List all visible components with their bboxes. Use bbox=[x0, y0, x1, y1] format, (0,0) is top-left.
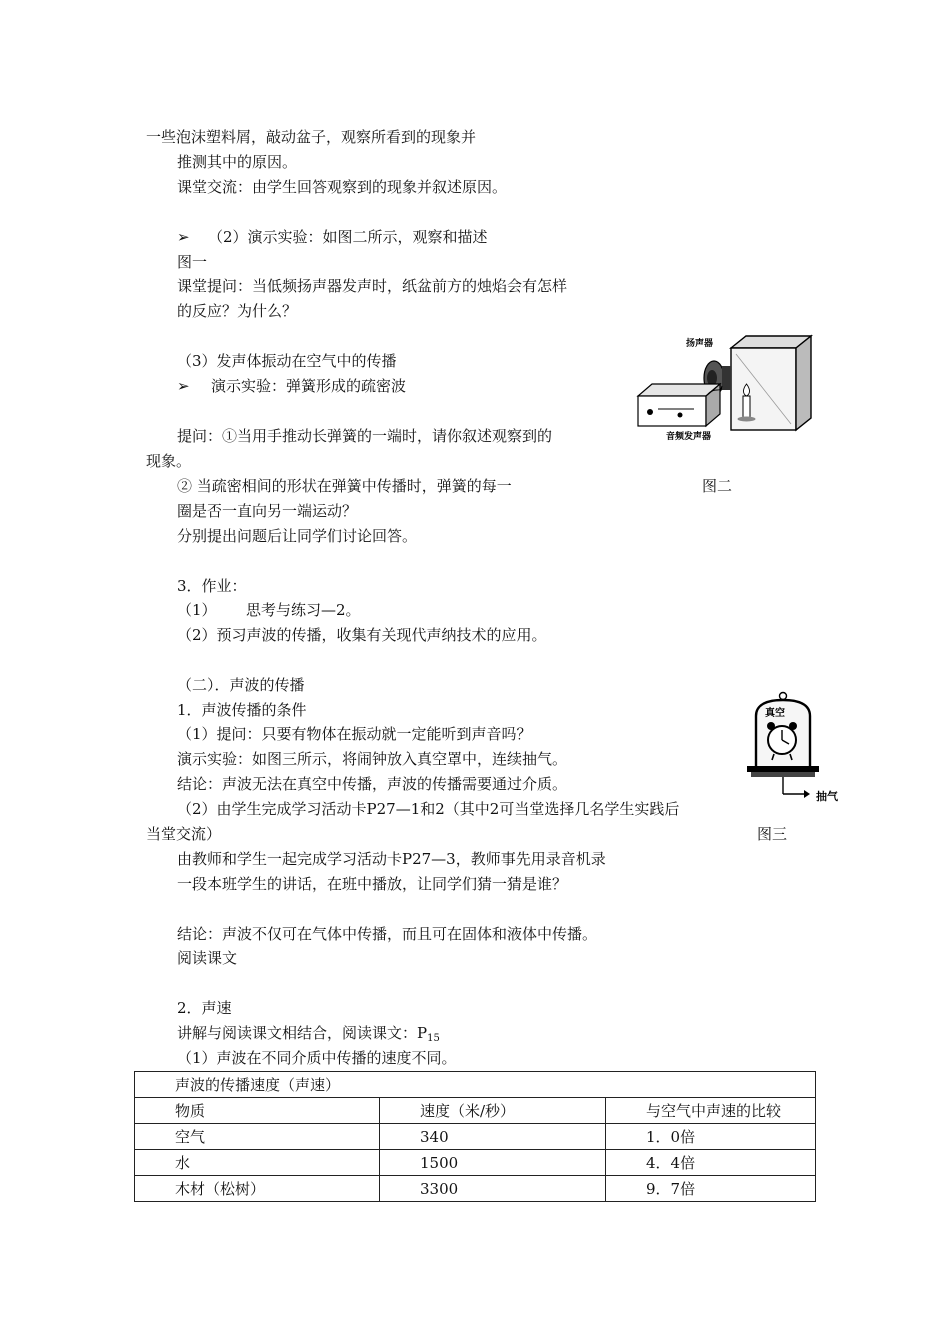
table-header: 速度（米/秒） bbox=[380, 1098, 606, 1124]
table-cell: 1500 bbox=[380, 1150, 606, 1176]
figure-vacuum-bell-jar bbox=[744, 690, 850, 802]
speed-table bbox=[134, 1071, 816, 1202]
text-line: 推测其中的原因。 bbox=[177, 153, 298, 171]
text-line: 演示实验：如图三所示，将闹钟放入真空罩中，连续抽气。 bbox=[177, 750, 568, 768]
table-cell: 空气 bbox=[135, 1124, 380, 1150]
table-cell: 1．0倍 bbox=[606, 1124, 816, 1150]
table-header: 与空气中声速的比较 bbox=[606, 1098, 816, 1124]
label-audio-generator: 音频发声器 bbox=[666, 432, 712, 442]
text-line: 2．声速 bbox=[177, 999, 232, 1017]
table-title-row bbox=[135, 1072, 816, 1098]
table-row bbox=[135, 1176, 816, 1202]
table-row bbox=[135, 1150, 816, 1176]
table-cell: 水 bbox=[135, 1150, 380, 1176]
text-line: （1） bbox=[177, 601, 217, 619]
text-line: 思考与练习—2。 bbox=[246, 601, 361, 619]
text-line: ② 当疏密相间的形状在弹簧中传播时，弹簧的每一 bbox=[177, 477, 512, 495]
text-line: 1．声波传播的条件 bbox=[177, 701, 307, 719]
figure-caption: 图三 bbox=[757, 825, 788, 843]
text-line: （1）提问：只要有物体在振动就一定能听到声音吗？ bbox=[177, 725, 532, 743]
text-line: （3）发声体振动在空气中的传播 bbox=[177, 352, 397, 370]
table-cell: 9．7倍 bbox=[606, 1176, 816, 1202]
text-line: 一段本班学生的讲话，在班中播放，让同学们猜一猜是谁？ bbox=[177, 875, 568, 893]
table-header: 物质 bbox=[135, 1098, 380, 1124]
table-cell: 木材（松树） bbox=[135, 1176, 380, 1202]
text-line: 结论：声波不仅可在气体中传播，而且可在固体和液体中传播。 bbox=[177, 925, 598, 943]
text-line: （2）演示实验：如图二所示，观察和描述 bbox=[208, 228, 488, 246]
text-line: 图一 bbox=[177, 253, 208, 271]
text-line: 的反应？为什么？ bbox=[177, 302, 298, 320]
text-line: 提问：①当用手推动长弹簧的一端时，请你叙述观察到的 bbox=[177, 427, 553, 445]
text-line bbox=[177, 1023, 440, 1049]
page-subscript: 15 bbox=[427, 1033, 440, 1044]
text-line: 由教师和学生一起完成学习活动卡P27—3，教师事先用录音机录 bbox=[177, 850, 606, 868]
text-line: 课堂交流：由学生回答观察到的现象并叙述原因。 bbox=[177, 178, 508, 196]
section-heading: （二）．声波的传播 bbox=[177, 676, 305, 694]
text-line: 课堂提问：当低频扬声器发声时，纸盆前方的烛焰会有怎样 bbox=[177, 277, 568, 295]
text-line: （2）预习声波的传播，收集有关现代声纳技术的应用。 bbox=[177, 626, 547, 644]
text-line: 阅读课文 bbox=[177, 949, 238, 967]
text-line: 当堂交流） bbox=[146, 825, 222, 843]
label-vacuum: 真空 bbox=[765, 708, 785, 719]
bullet-icon: ➢ bbox=[177, 228, 190, 246]
table-header-row bbox=[135, 1098, 816, 1124]
text-line: 现象。 bbox=[146, 452, 192, 470]
figure-caption: 图二 bbox=[702, 477, 733, 495]
text-line: 结论：声波无法在真空中传播，声波的传播需要通过介质。 bbox=[177, 775, 568, 793]
label-pump-air: 抽气 bbox=[816, 790, 838, 802]
text-main: 讲解与阅读课文相结合，阅读课文：P bbox=[177, 1024, 428, 1042]
text-line: 3．作业： bbox=[177, 577, 247, 595]
text-line: （1）声波在不同介质中传播的速度不同。 bbox=[177, 1049, 457, 1067]
table-cell: 3300 bbox=[380, 1176, 606, 1202]
bullet-icon: ➢ bbox=[177, 377, 190, 395]
figure-speaker-candle bbox=[636, 334, 816, 446]
table-cell: 4．4倍 bbox=[606, 1150, 816, 1176]
text-line: 一些泡沫塑料屑，敲动盆子，观察所看到的现象并 bbox=[146, 128, 477, 146]
text-line: 圈是否一直向另一端运动？ bbox=[177, 502, 358, 520]
text-line: 分别提出问题后让同学们讨论回答。 bbox=[177, 527, 418, 545]
label-speaker: 扬声器 bbox=[686, 339, 714, 349]
table-cell: 340 bbox=[380, 1124, 606, 1150]
text-line: 演示实验：弹簧形成的疏密波 bbox=[211, 377, 407, 395]
text-line: （2）由学生完成学习活动卡P27—1和2（其中2可当堂选择几名学生实践后 bbox=[177, 800, 680, 818]
table-title: 声波的传播速度（声速） bbox=[135, 1072, 816, 1098]
table-row bbox=[135, 1124, 816, 1150]
